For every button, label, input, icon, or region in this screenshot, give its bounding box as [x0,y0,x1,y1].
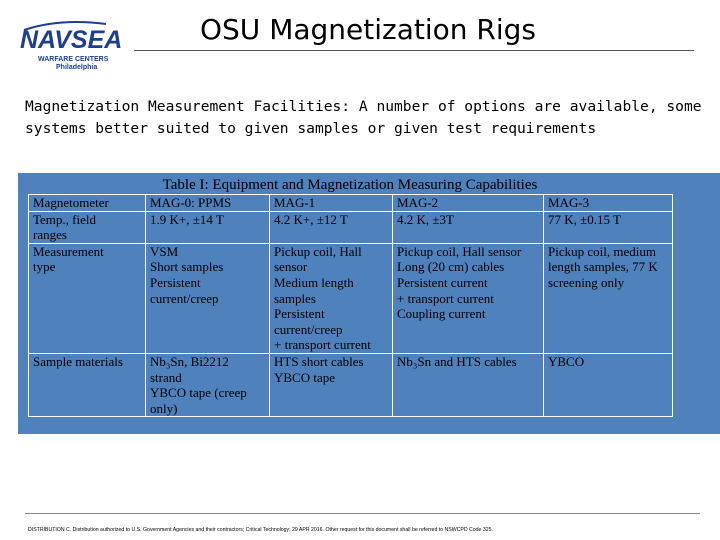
cell-line: current/creep [274,321,343,337]
table-cell [146,353,270,416]
cell-line: samples [274,290,316,306]
table-cell [270,353,393,416]
footer-divider [25,513,700,514]
cell-line: 4.2 K+, ±12 T [274,211,348,227]
cell-line: 77 K, ±0.15 T [548,211,621,227]
cell-line: Nb₃Sn, Bi2212 [150,353,229,369]
cell-line: sensor [274,259,308,275]
table-cell [393,243,544,353]
table-cell [544,353,673,416]
table-header-row [29,195,673,212]
intro-text: Magnetization Measurement Facilities: A number of options are available, some systems better suited to given samples or given test requirements [25,98,702,137]
cell-line: length samples, 77 K [548,259,658,275]
row-label-line: ranges [33,227,67,243]
header-cell-mag-3: MAG-3 [544,195,673,212]
row-label-cell [29,211,146,243]
cell-line: Pickup coil, Hall [274,243,362,259]
table-row [29,243,673,353]
table-cell [146,211,270,243]
cell-line: Pickup coil, Hall sensor [397,243,522,259]
distribution-statement: DISTRIBUTION C. Distribution authorized to U.S. Government Agencies and their contractors; Critical Technology; 29 APR 2016. Other request for this document shall be referred to NSWCPD Code 325. [28,527,493,533]
cell-line: Medium length [274,274,354,290]
table-row [29,211,673,243]
table-cell [544,211,673,243]
table-cell [393,211,544,243]
row-label-line: Measurement [33,243,104,259]
cell-line: YBCO tape (creep [150,385,247,401]
table-cell [544,243,673,353]
logo-wordmark: NAVSEA [20,26,123,54]
cell-line: YBCO tape [274,369,336,385]
cell-line: Persistent [274,306,325,322]
table-cell [270,243,393,353]
table-cell [270,211,393,243]
header-cell-mag-0-ppms: MAG-0: PPMS [146,195,270,212]
cell-line: strand [150,369,182,385]
cell-line: Long (20 cm) cables [397,259,505,275]
row-label-cell [29,353,146,416]
capabilities-table [28,194,673,417]
row-label-line: type [33,259,56,275]
logo-location: Philadelphia [56,64,98,71]
cell-line: current/creep [150,290,219,306]
cell-line: Persistent [150,274,201,290]
cell-line: Nb₃Sn and HTS cables [397,353,517,369]
slide-title: OSU Magnetization Rigs [199,13,536,46]
cell-line: Persistent current [397,274,488,290]
cell-line: Pickup coil, medium [548,243,656,259]
logo-subtitle: WARFARE CENTERS [38,56,109,63]
cell-line: + transport current [397,290,494,306]
table-cell [393,353,544,416]
cell-line: Short samples [150,259,224,275]
cell-line: screening only [548,274,625,290]
table-cell [146,243,270,353]
navsea-logo [20,16,132,74]
cell-line: 4.2 K, ±3T [397,211,454,227]
header-cell-mag-1: MAG-1 [270,195,393,212]
cell-line: YBCO [548,353,585,369]
cell-line: Coupling current [397,306,486,322]
table-row [29,353,673,416]
row-label-cell [29,243,146,353]
cell-line: VSM [150,243,179,259]
header-cell-magnetometer: Magnetometer [29,195,146,212]
row-label-line: Temp., field [33,211,96,227]
title-divider [134,50,694,51]
cell-line: only) [150,400,178,416]
cell-line: + transport current [274,337,371,353]
table-caption: Table I: Equipment and Magnetization Measuring Capabilities [162,177,538,193]
header-cell-mag-2: MAG-2 [393,195,544,212]
cell-line: HTS short cables [274,353,364,369]
cell-line: 1.9 K+, ±14 T [150,211,224,227]
row-label-line: Sample materials [33,353,123,369]
